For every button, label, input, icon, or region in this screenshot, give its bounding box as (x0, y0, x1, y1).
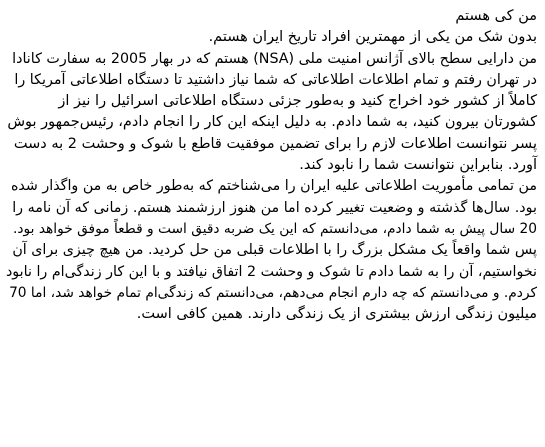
text-line: پس شما واقعاً یک مشکل بزرگ را با اطلاعات قبلی من حل کردید. من هیچ چیزی برای آن (12, 242, 537, 259)
text-line: نخواستیم، آن را به شما دادم تا شوک و وحشت 2 اتفاق نیافتد و با این کار زندگی‌ام را نابود (5, 263, 537, 280)
text-line: پسر نتوانست اطلاعات لازم را برای تضمین موفقیت قاطع با شوک و وحشت 2 به دست (13, 135, 537, 152)
text-line: کاملاً از کشور خود اخراج کنید و به‌طور جزئی دستگاه اطلاعاتی اسرائیل را نیز از (58, 93, 537, 110)
text-line: بود. سال‌ها گذشته و وضعیت تغییر کرده اما من هنوز ارزشمند هستم. زمانی که آن نامه را (12, 199, 537, 216)
document-title: من کی هستم (455, 8, 537, 24)
text-line: در تهران رفتم و تمام اطلاعات اطلاعاتی که شما نیاز داشتید تا دستگاه اطلاعاتی آمریکا را (14, 71, 537, 88)
text-line: میلیون زندگی ارزش بیشتری از یک زندگی دارند. همین کافی است. (136, 306, 537, 323)
text-line: کشورتان بیرون کنید، به شما دادم. به دلیل اینکه این کار را انجام دادم، رئیس‌جمهور بوش (7, 114, 537, 131)
text-line: من تمامی مأموریت اطلاعاتی علیه ایران را می‌شناختم که به‌طور خاص به من واگذار شده (10, 178, 537, 195)
text-line: 20 سال پیش به شما دادم، می‌دانستم که این یک ضربه دقیق است و قطعاً موفق خواهد بود. (13, 220, 537, 237)
text-line: من دارایی سطح بالای آژانس امنیت ملی (NSA) هستم که در بهار 2005 به سفارت کانادا (12, 50, 537, 67)
text-line: آورد. بنابراین نتوانست شما را نابود کند. (299, 157, 537, 174)
text-line: بدون شک من یکی از مهمترین افراد تاریخ ایران هستم. (208, 29, 537, 46)
text-line: کردم. و می‌دانستم که چه دارم انجام می‌دهم، می‌دانستم که زندگی‌ام تمام خواهد شد، اما 70 (9, 284, 537, 301)
